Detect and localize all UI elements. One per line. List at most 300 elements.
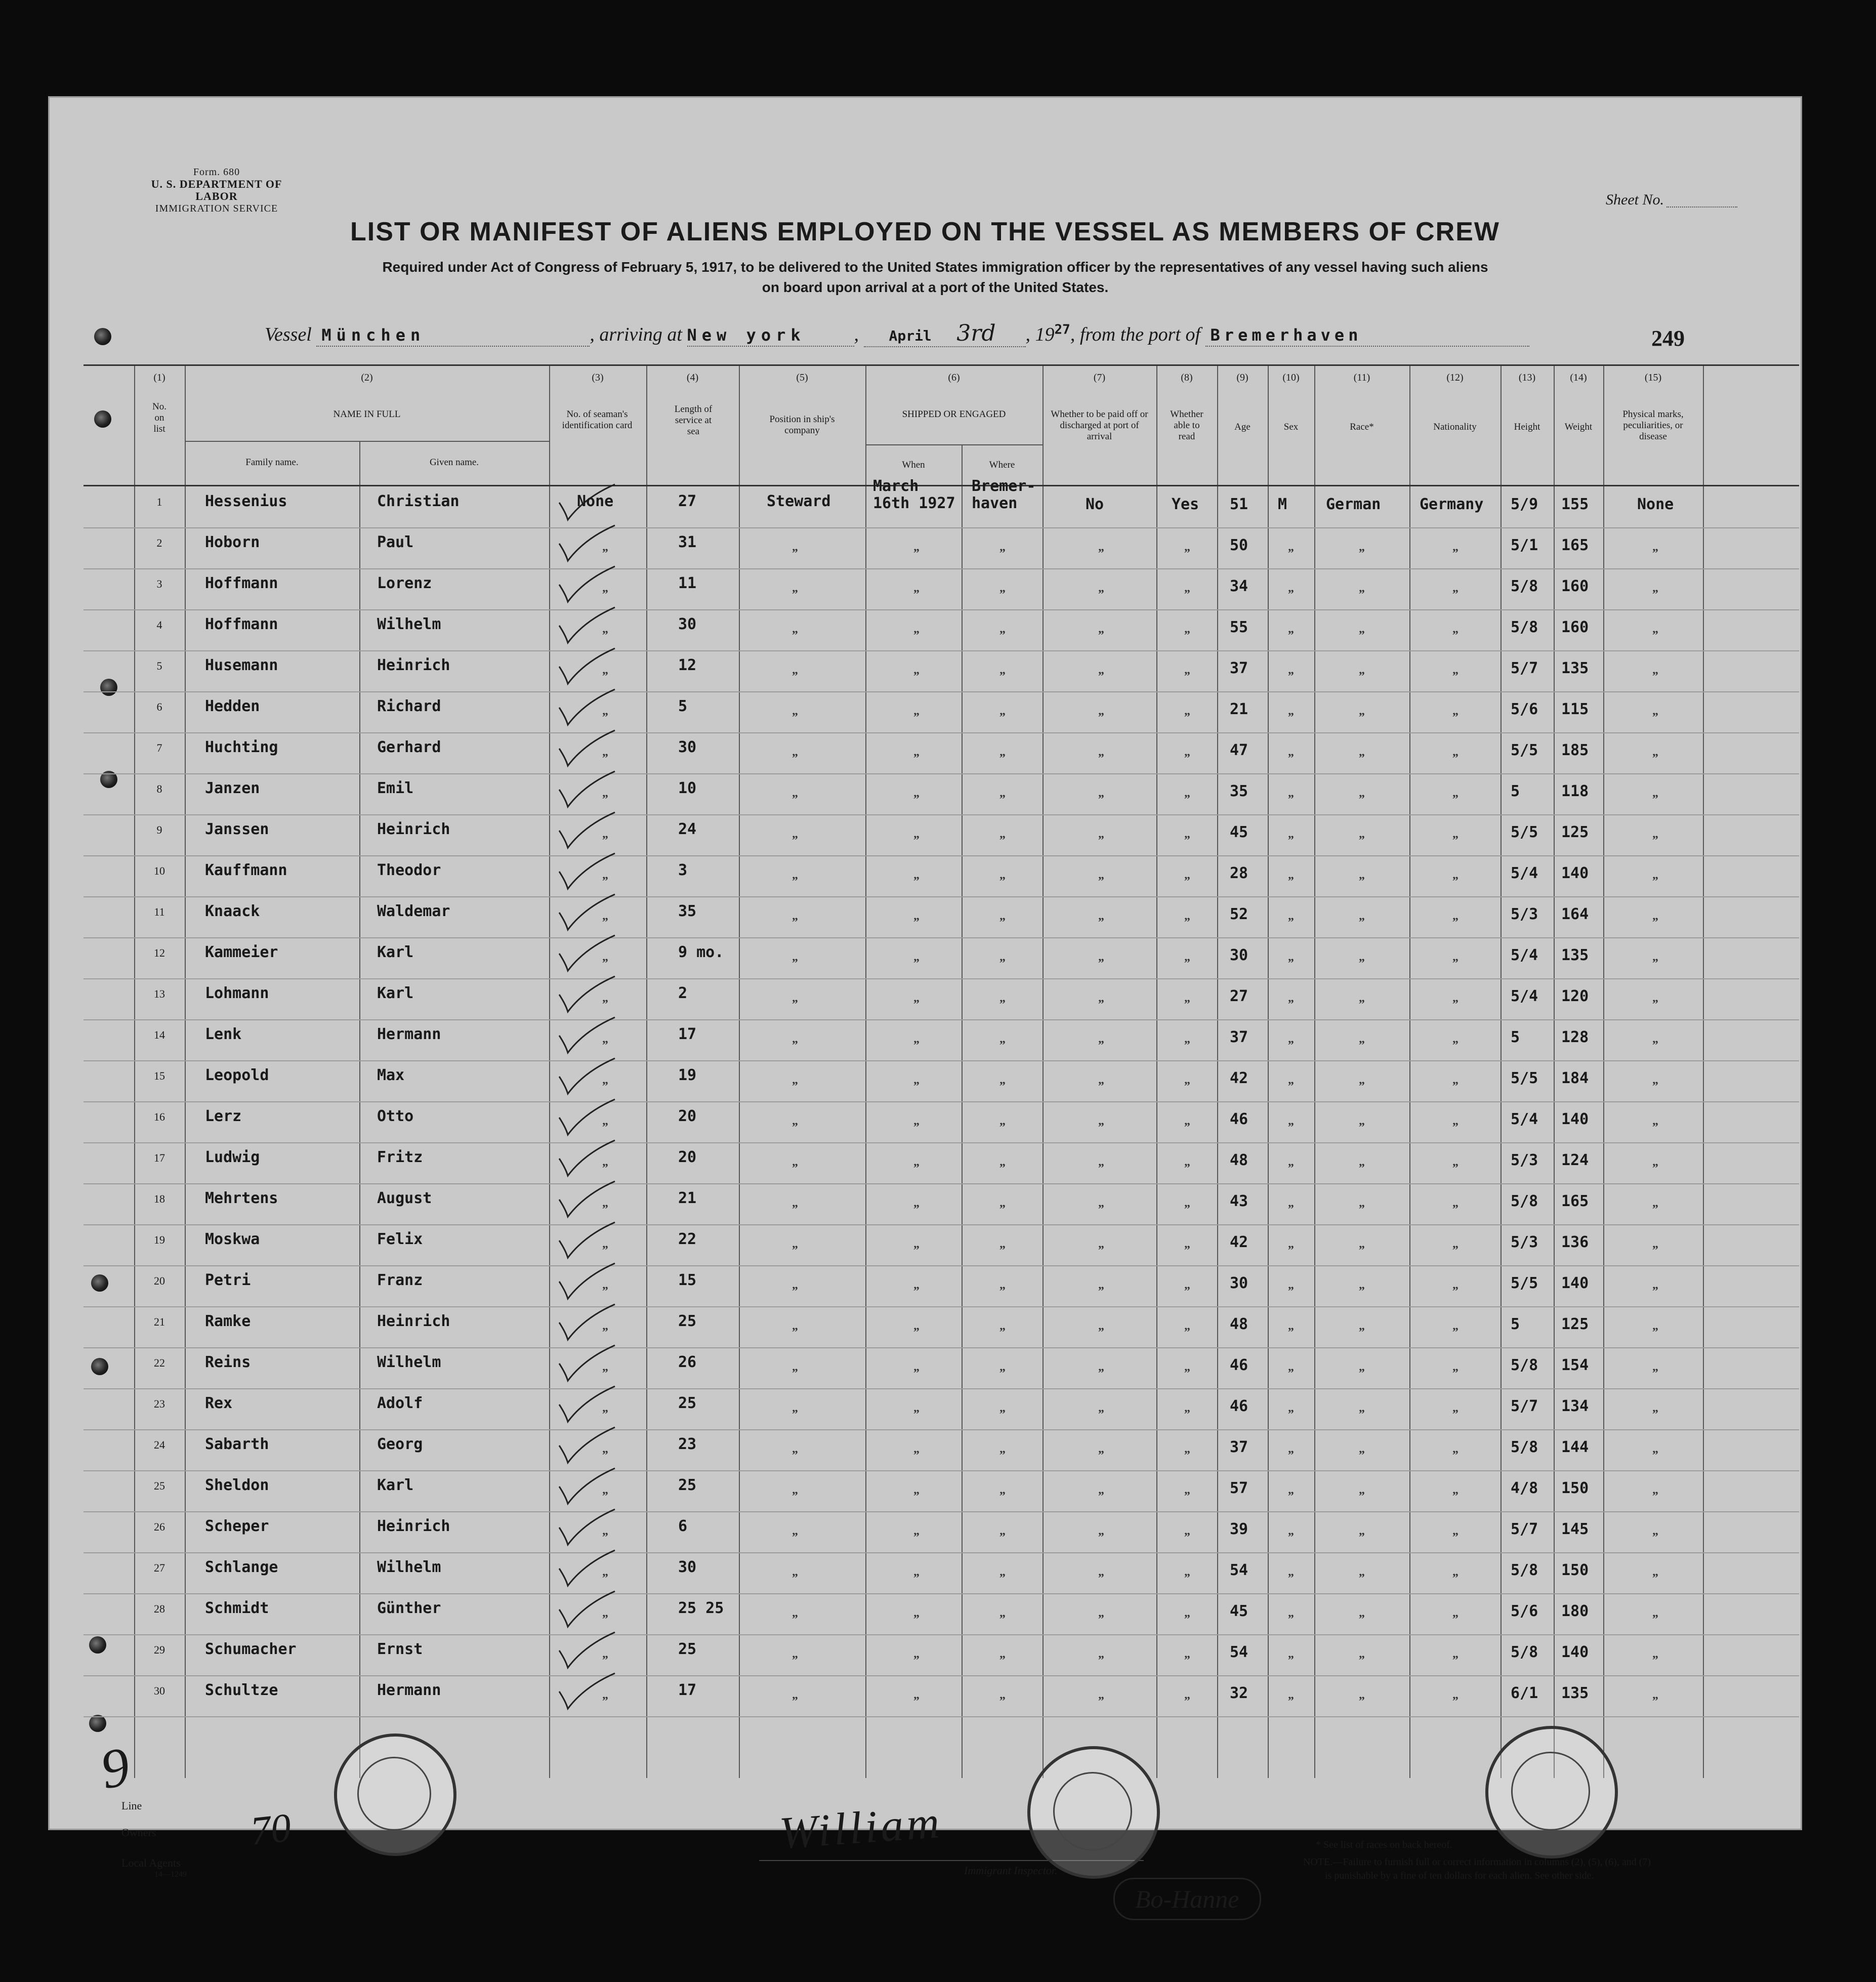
given-name: Max xyxy=(377,1066,405,1084)
col-head-when: When xyxy=(902,460,925,470)
sex: „ xyxy=(1288,869,1294,882)
position: „ xyxy=(792,1401,798,1415)
paid-off: „ xyxy=(1098,1114,1104,1128)
race: „ xyxy=(1359,787,1365,800)
race: „ xyxy=(1359,1033,1365,1046)
service-length: 31 xyxy=(678,533,697,551)
nationality: „ xyxy=(1452,1033,1458,1046)
shipped-where: „ xyxy=(999,582,1006,595)
race: „ xyxy=(1359,1401,1365,1415)
id-card: „ xyxy=(602,1278,608,1292)
check-mark-icon xyxy=(557,1425,617,1465)
height: 5/7 xyxy=(1511,1397,1538,1415)
sex: M xyxy=(1278,496,1287,513)
given-name: Karl xyxy=(377,943,414,961)
age: 35 xyxy=(1230,782,1248,800)
check-mark-icon xyxy=(557,605,617,645)
height: 5 xyxy=(1511,1315,1520,1333)
col-head-5: Position in ship's company xyxy=(769,414,835,436)
shipped-where: „ xyxy=(999,623,1006,636)
shipped-where: „ xyxy=(999,664,1006,677)
height: 5/5 xyxy=(1511,1274,1538,1292)
service-length: 23 xyxy=(678,1435,697,1453)
given-name: Heinrich xyxy=(377,1517,450,1535)
race: „ xyxy=(1359,582,1365,595)
physical-marks: „ xyxy=(1652,705,1658,718)
race: „ xyxy=(1359,1647,1365,1661)
id-card: „ xyxy=(602,1114,608,1128)
weight: 136 xyxy=(1561,1233,1589,1251)
family-name: Schlange xyxy=(205,1558,278,1576)
weight: 164 xyxy=(1561,905,1589,923)
id-card: „ xyxy=(602,1360,608,1374)
family-name: Hedden xyxy=(205,697,260,715)
able-to-read: „ xyxy=(1184,828,1190,841)
row-divider xyxy=(84,1306,1799,1307)
paid-off: „ xyxy=(1098,705,1104,718)
physical-marks: „ xyxy=(1652,1360,1658,1374)
family-name: Lerz xyxy=(205,1107,242,1125)
service-length: 24 xyxy=(678,820,697,838)
position: „ xyxy=(792,869,798,882)
check-mark-icon xyxy=(557,1097,617,1137)
shipped-where: „ xyxy=(999,1278,1006,1292)
service-length: 25 xyxy=(678,1312,697,1330)
height: 5/4 xyxy=(1511,987,1538,1005)
paid-off: „ xyxy=(1098,910,1104,923)
row-divider xyxy=(84,527,1799,528)
shipped-where: Bremer- xyxy=(972,477,1036,495)
id-card: „ xyxy=(602,1196,608,1210)
shipped-where: „ xyxy=(999,828,1006,841)
shipped-when: „ xyxy=(913,1401,920,1415)
physical-marks: „ xyxy=(1652,1401,1658,1415)
row-number: 27 xyxy=(154,1561,165,1574)
row-number: 21 xyxy=(154,1315,165,1328)
physical-marks: „ xyxy=(1652,1278,1658,1292)
shipped-when: 16th 1927 xyxy=(873,494,955,512)
row-number: 28 xyxy=(154,1602,165,1615)
given-name: Adolf xyxy=(377,1394,423,1412)
race: „ xyxy=(1359,992,1365,1005)
id-card: „ xyxy=(602,910,608,923)
weight: 160 xyxy=(1561,577,1589,595)
row-divider xyxy=(84,1511,1799,1512)
weight: 124 xyxy=(1561,1151,1589,1169)
id-card: „ xyxy=(602,623,608,636)
col-num-15: (15) xyxy=(1644,372,1662,383)
consulate-stamp xyxy=(1027,1746,1160,1879)
given-name: Georg xyxy=(377,1435,423,1453)
height: 5/8 xyxy=(1511,1356,1538,1374)
sex: „ xyxy=(1288,1524,1294,1538)
height: 5 xyxy=(1511,782,1520,800)
nationality: „ xyxy=(1452,1319,1458,1333)
age: 32 xyxy=(1230,1684,1248,1702)
age: 30 xyxy=(1230,946,1248,964)
service-length: 11 xyxy=(678,574,697,592)
row-divider xyxy=(84,1347,1799,1348)
col-head-10: Sex xyxy=(1283,422,1299,432)
position: „ xyxy=(792,1647,798,1661)
weight: 150 xyxy=(1561,1561,1589,1579)
id-card: „ xyxy=(602,1606,608,1620)
given-name: Hermann xyxy=(377,1681,441,1699)
id-card: „ xyxy=(602,1565,608,1579)
row-number: 20 xyxy=(154,1274,165,1287)
paid-off: „ xyxy=(1098,951,1104,964)
service-length: 25 25 xyxy=(678,1599,724,1617)
position: „ xyxy=(792,1114,798,1128)
sex: „ xyxy=(1288,1319,1294,1333)
sex: „ xyxy=(1288,787,1294,800)
row-divider xyxy=(84,855,1799,856)
shipped-when: „ xyxy=(913,951,920,964)
col-num-5: (5) xyxy=(796,372,808,383)
able-to-read: „ xyxy=(1184,992,1190,1005)
shipped-when: „ xyxy=(913,1483,920,1497)
row-divider xyxy=(84,691,1799,692)
nationality: „ xyxy=(1452,1401,1458,1415)
sex: „ xyxy=(1288,582,1294,595)
nationality: „ xyxy=(1452,787,1458,800)
service-length: 30 xyxy=(678,615,697,633)
race: „ xyxy=(1359,1114,1365,1128)
height: 5/5 xyxy=(1511,823,1538,841)
col-num-8: (8) xyxy=(1181,372,1193,383)
vessel-label: Vessel xyxy=(265,324,312,345)
check-mark-icon xyxy=(557,1671,617,1711)
able-to-read: „ xyxy=(1184,1524,1190,1538)
row-number: 25 xyxy=(154,1479,165,1492)
service-length: 9 mo. xyxy=(678,943,724,961)
sex: „ xyxy=(1288,1647,1294,1661)
shipped-where: „ xyxy=(999,1565,1006,1579)
able-to-read: Yes xyxy=(1172,496,1199,513)
id-card: „ xyxy=(602,828,608,841)
check-mark-icon xyxy=(557,1015,617,1055)
weight: 140 xyxy=(1561,864,1589,882)
weight: 150 xyxy=(1561,1479,1589,1497)
paid-off: „ xyxy=(1098,1033,1104,1046)
col-num-11: (11) xyxy=(1353,372,1370,383)
row-divider xyxy=(84,1429,1799,1430)
shipped-where: „ xyxy=(999,951,1006,964)
nationality: „ xyxy=(1452,1647,1458,1661)
position: „ xyxy=(792,828,798,841)
given-name: Franz xyxy=(377,1271,423,1289)
weight: 135 xyxy=(1561,946,1589,964)
service-length: 21 xyxy=(678,1189,697,1207)
physical-marks: „ xyxy=(1652,664,1658,677)
paid-off: „ xyxy=(1098,582,1104,595)
age: 21 xyxy=(1230,700,1248,718)
physical-marks: „ xyxy=(1652,1073,1658,1087)
id-card: „ xyxy=(602,664,608,677)
family-name: Kammeier xyxy=(205,943,278,961)
sex: „ xyxy=(1288,828,1294,841)
owners-label: Owners xyxy=(121,1826,156,1839)
sex: „ xyxy=(1288,1360,1294,1374)
nationality: „ xyxy=(1452,623,1458,636)
able-to-read: „ xyxy=(1184,869,1190,882)
paid-off: „ xyxy=(1098,1278,1104,1292)
nationality: „ xyxy=(1452,951,1458,964)
row-divider xyxy=(84,1388,1799,1389)
row-divider xyxy=(84,896,1799,897)
col-num-7: (7) xyxy=(1093,372,1106,383)
race: „ xyxy=(1359,1688,1365,1702)
service-length: 25 xyxy=(678,1640,697,1658)
row-number: 1 xyxy=(156,496,162,508)
line-label: Line xyxy=(121,1799,142,1812)
able-to-read: „ xyxy=(1184,1565,1190,1579)
age: 45 xyxy=(1230,1602,1248,1620)
race: „ xyxy=(1359,1565,1365,1579)
nationality: „ xyxy=(1452,1155,1458,1169)
given-name: Christian xyxy=(377,492,460,510)
service-name: IMMIGRATION SERVICE xyxy=(155,203,278,214)
given-name: Otto xyxy=(377,1107,414,1125)
service-length: 27 xyxy=(678,492,697,510)
shipped-when: „ xyxy=(913,1237,920,1251)
col-head-15: Physical marks, peculiarities, or disease xyxy=(1622,409,1684,442)
id-card: „ xyxy=(602,1524,608,1538)
position: „ xyxy=(792,910,798,923)
position: „ xyxy=(792,1483,798,1497)
physical-marks: „ xyxy=(1652,1483,1658,1497)
shipped-when: „ xyxy=(913,705,920,718)
id-card: „ xyxy=(602,1319,608,1333)
margin-mark: 9 xyxy=(96,1735,135,1801)
id-card: „ xyxy=(602,1155,608,1169)
given-name: Heinrich xyxy=(377,820,450,838)
weight: 128 xyxy=(1561,1028,1589,1046)
physical-marks: „ xyxy=(1652,1155,1658,1169)
row-divider xyxy=(84,1593,1799,1594)
id-card: „ xyxy=(602,1442,608,1456)
age: 47 xyxy=(1230,741,1248,759)
able-to-read: „ xyxy=(1184,1319,1190,1333)
family-name: Husemann xyxy=(205,656,278,674)
nationality: Germany xyxy=(1420,496,1484,513)
physical-marks: „ xyxy=(1652,1647,1658,1661)
family-name: Janzen xyxy=(205,779,260,797)
able-to-read: „ xyxy=(1184,623,1190,636)
paid-off: „ xyxy=(1098,787,1104,800)
weight: 135 xyxy=(1561,659,1589,677)
header-divider xyxy=(185,441,549,442)
shipped-when: „ xyxy=(913,1565,920,1579)
col-head-8: Whether able to read xyxy=(1170,409,1203,442)
physical-marks: „ xyxy=(1652,1606,1658,1620)
paid-off: „ xyxy=(1098,1196,1104,1210)
shipped-where: „ xyxy=(999,1237,1006,1251)
crew-table xyxy=(84,364,1799,1778)
age: 45 xyxy=(1230,823,1248,841)
given-name: Heinrich xyxy=(377,1312,450,1330)
physical-marks: „ xyxy=(1652,1524,1658,1538)
sex: „ xyxy=(1288,1278,1294,1292)
shipped-when: „ xyxy=(913,1073,920,1087)
height: 6/1 xyxy=(1511,1684,1538,1702)
shipped-when: „ xyxy=(913,746,920,759)
check-mark-icon xyxy=(557,728,617,768)
family-name: Schmidt xyxy=(205,1599,269,1617)
col-head-9: Age xyxy=(1234,422,1250,432)
inspector-signature: William xyxy=(777,1797,944,1859)
row-divider xyxy=(84,1101,1799,1102)
nationality: „ xyxy=(1452,541,1458,554)
physical-marks: „ xyxy=(1652,1688,1658,1702)
height: 5/8 xyxy=(1511,577,1538,595)
height: 5/8 xyxy=(1511,1192,1538,1210)
shipped-where: „ xyxy=(999,910,1006,923)
nationality: „ xyxy=(1452,1606,1458,1620)
service-length: 15 xyxy=(678,1271,697,1289)
row-number: 30 xyxy=(154,1684,165,1697)
paid-off: „ xyxy=(1098,746,1104,759)
age: 46 xyxy=(1230,1110,1248,1128)
shipped-when: „ xyxy=(913,1033,920,1046)
nationality: „ xyxy=(1452,869,1458,882)
row-divider xyxy=(84,1183,1799,1184)
able-to-read: „ xyxy=(1184,541,1190,554)
agents-label: Local Agents xyxy=(121,1856,181,1869)
check-mark-icon xyxy=(557,769,617,809)
vessel-name: München xyxy=(321,325,426,345)
shipped-when: „ xyxy=(913,541,920,554)
form-number: Form. 680 xyxy=(193,167,240,178)
shipped-where: „ xyxy=(999,1033,1006,1046)
paid-off: „ xyxy=(1098,992,1104,1005)
race: „ xyxy=(1359,1606,1365,1620)
shipped-where: „ xyxy=(999,1155,1006,1169)
race: „ xyxy=(1359,910,1365,923)
position: „ xyxy=(792,787,798,800)
height: 5/6 xyxy=(1511,700,1538,718)
row-number: 19 xyxy=(154,1233,165,1246)
header-divider xyxy=(865,444,1043,445)
shipped-where: „ xyxy=(999,1401,1006,1415)
check-mark-icon xyxy=(557,974,617,1014)
row-number: 15 xyxy=(154,1069,165,1082)
row-number: 26 xyxy=(154,1520,165,1533)
row-number: 2 xyxy=(156,536,162,549)
paid-off: „ xyxy=(1098,1319,1104,1333)
height: 5/7 xyxy=(1511,1520,1538,1538)
sex: „ xyxy=(1288,1033,1294,1046)
age: 48 xyxy=(1230,1315,1248,1333)
paid-off: „ xyxy=(1098,1647,1104,1661)
shipped-when: „ xyxy=(913,869,920,882)
shipped-when: „ xyxy=(913,1606,920,1620)
able-to-read: „ xyxy=(1184,1033,1190,1046)
col-head-given: Given name. xyxy=(429,457,479,468)
position: „ xyxy=(792,1442,798,1456)
shipped-where: „ xyxy=(999,1442,1006,1456)
able-to-read: „ xyxy=(1184,1647,1190,1661)
page-number: 249 xyxy=(1651,326,1685,351)
col-head-4: Length of service at sea xyxy=(674,404,713,437)
shipped-where: haven xyxy=(972,494,1018,512)
race: „ xyxy=(1359,1319,1365,1333)
weight: 134 xyxy=(1561,1397,1589,1415)
paid-off: „ xyxy=(1098,1360,1104,1374)
shipped-where: „ xyxy=(999,1647,1006,1661)
fine-note-1: NOTE.—Failure to furnish full or correct information in columns (2), (5), (6), and (7) xyxy=(1303,1856,1651,1868)
nationality: „ xyxy=(1452,1483,1458,1497)
race: „ xyxy=(1359,746,1365,759)
family-name: Mehrtens xyxy=(205,1189,278,1207)
physical-marks: „ xyxy=(1652,1565,1658,1579)
physical-marks: „ xyxy=(1652,1319,1658,1333)
family-name: Ramke xyxy=(205,1312,251,1330)
family-name: Lohmann xyxy=(205,984,269,1002)
shipped-where: „ xyxy=(999,1524,1006,1538)
family-name: Moskwa xyxy=(205,1230,260,1248)
age: 54 xyxy=(1230,1561,1248,1579)
col-num-13: (13) xyxy=(1518,372,1536,383)
age: 37 xyxy=(1230,1438,1248,1456)
able-to-read: „ xyxy=(1184,1237,1190,1251)
service-length: 26 xyxy=(678,1353,697,1371)
department-name: U. S. DEPARTMENT OF LABOR xyxy=(151,178,282,202)
paid-off: „ xyxy=(1098,1524,1104,1538)
paid-off: „ xyxy=(1098,1442,1104,1456)
arrival-month: April xyxy=(889,327,932,344)
sex: „ xyxy=(1288,746,1294,759)
service-length: 22 xyxy=(678,1230,697,1248)
row-divider xyxy=(84,1634,1799,1635)
check-mark-icon xyxy=(557,1220,617,1260)
given-name: Hermann xyxy=(377,1025,441,1043)
from-port-label: from the port of xyxy=(1079,324,1201,345)
service-length: 20 xyxy=(678,1107,697,1125)
consulate-stamp xyxy=(334,1733,456,1856)
physical-marks: „ xyxy=(1652,1196,1658,1210)
position: „ xyxy=(792,1196,798,1210)
given-name: Waldemar xyxy=(377,902,450,920)
nationality: „ xyxy=(1452,1565,1458,1579)
col-head-2: NAME IN FULL xyxy=(333,409,401,420)
sex: „ xyxy=(1288,1401,1294,1415)
row-divider xyxy=(84,1142,1799,1143)
row-divider xyxy=(84,1019,1799,1020)
row-number: 18 xyxy=(154,1192,165,1205)
row-divider xyxy=(84,1552,1799,1553)
weight: 154 xyxy=(1561,1356,1589,1374)
race: „ xyxy=(1359,664,1365,677)
crew-rows xyxy=(84,477,1799,1778)
family-name: Ludwig xyxy=(205,1148,260,1166)
nationality: „ xyxy=(1452,1688,1458,1702)
nationality: „ xyxy=(1452,992,1458,1005)
check-mark-icon xyxy=(557,851,617,891)
weight: 145 xyxy=(1561,1520,1589,1538)
family-name: Hessenius xyxy=(205,492,287,510)
physical-marks: „ xyxy=(1652,828,1658,841)
service-length: 20 xyxy=(678,1148,697,1166)
service-length: 12 xyxy=(678,656,697,674)
sex: „ xyxy=(1288,623,1294,636)
row-number: 11 xyxy=(154,905,165,918)
id-card: None xyxy=(577,492,614,510)
row-divider xyxy=(84,1265,1799,1266)
position: „ xyxy=(792,623,798,636)
id-card: „ xyxy=(602,541,608,554)
given-name: Wilhelm xyxy=(377,615,441,633)
